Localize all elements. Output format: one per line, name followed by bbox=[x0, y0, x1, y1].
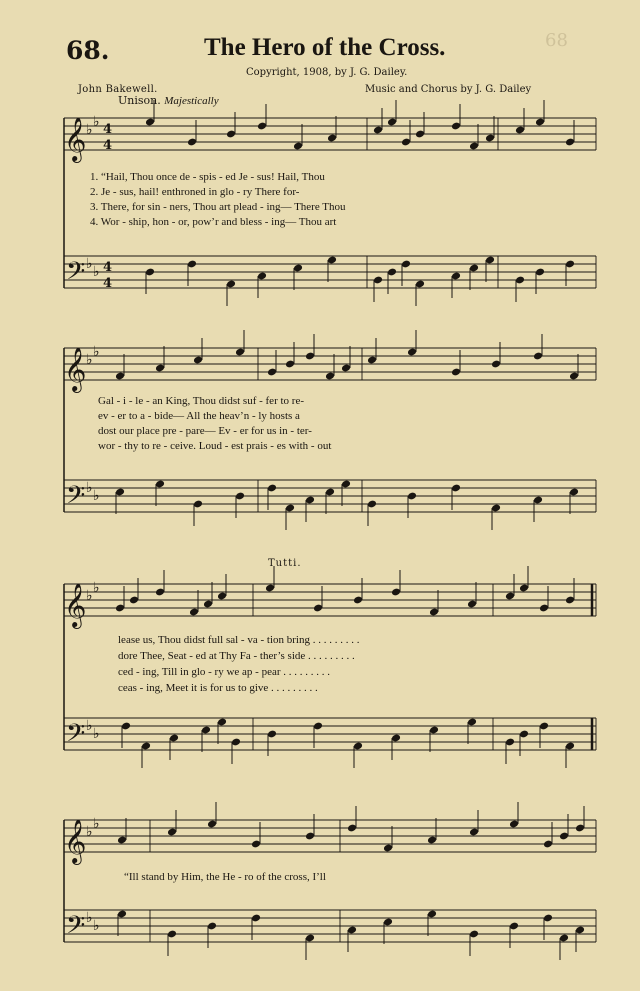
flat-sign: ♭ bbox=[86, 910, 93, 926]
lyric-line: ev - er to a - bide— All the heav’n - ly hosts a bbox=[98, 410, 300, 422]
treble-staff bbox=[64, 118, 596, 150]
time-signature: 4 bbox=[103, 260, 113, 275]
flat-sign: ♭ bbox=[86, 256, 93, 272]
majestically-label: Majestically bbox=[164, 95, 219, 107]
flat-sign: ♭ bbox=[86, 352, 93, 368]
treble-clef: 𝄞 bbox=[64, 117, 87, 161]
author-credit: John Bakewell. bbox=[78, 84, 158, 95]
tutti-label: Tutti. bbox=[268, 558, 302, 569]
treble-clef: 𝄞 bbox=[64, 347, 87, 391]
treble-clef: 𝄞 bbox=[64, 819, 87, 863]
flat-sign: ♭ bbox=[93, 816, 100, 832]
flat-sign: ♭ bbox=[86, 480, 93, 496]
bass-staff bbox=[64, 480, 596, 512]
flat-sign: ♭ bbox=[86, 824, 93, 840]
lyric-line: ceas - ing, Meet it is for us to give . . . . . . . . . bbox=[118, 682, 318, 694]
time-signature: 4 bbox=[103, 122, 113, 137]
page-watermark: 68 bbox=[545, 30, 568, 51]
lyric-line: lease us, Thou didst full sal - va - tion bring . . . . . . . . . bbox=[118, 634, 360, 646]
unison-label: Unison. bbox=[118, 94, 161, 107]
copyright-notice: Copyright, 1908, by J. G. Dailey. bbox=[246, 67, 408, 78]
time-signature: 4 bbox=[103, 276, 113, 291]
hymn-number: 68. bbox=[66, 36, 110, 65]
flat-sign: ♭ bbox=[93, 488, 100, 504]
lyric-line: 2. Je - sus, hail! enthroned in glo - ry There for- bbox=[90, 186, 300, 198]
lyric-line: wor - thy to re - ceive. Loud - est prais - es with - out bbox=[98, 440, 332, 452]
time-signature: 4 bbox=[103, 138, 113, 153]
treble-staff bbox=[64, 584, 596, 616]
lyric-line: ced - ing, Till in glo - ry we ap - pear . . . . . . . . . bbox=[118, 666, 331, 678]
lyric-line: 1. “Hail, Thou once de - spis - ed Je - sus! Hail, Thou bbox=[90, 171, 325, 183]
composer-credit: Music and Chorus by J. G. Dailey bbox=[365, 84, 532, 95]
flat-sign: ♭ bbox=[93, 264, 100, 280]
flat-sign: ♭ bbox=[93, 726, 100, 742]
bass-clef: 𝄢 bbox=[66, 257, 86, 292]
flat-sign: ♭ bbox=[93, 114, 100, 130]
hymn-title: The Hero of the Cross. bbox=[204, 34, 446, 61]
bass-clef: 𝄢 bbox=[66, 911, 86, 946]
flat-sign: ♭ bbox=[93, 344, 100, 360]
lyric-line: 3. There, for sin - ners, Thou art plead - ing— There Thou bbox=[90, 201, 346, 213]
bass-clef: 𝄢 bbox=[66, 481, 86, 516]
flat-sign: ♭ bbox=[93, 580, 100, 596]
flat-sign: ♭ bbox=[86, 122, 93, 138]
lyric-line: Gal - i - le - an King, Thou didst suf - fer to re- bbox=[98, 395, 304, 407]
lyric-line: dore Thee, Seat - ed at Thy Fa - ther’s side . . . . . . . . . bbox=[118, 650, 355, 662]
note-heads bbox=[115, 100, 585, 960]
treble-clef: 𝄞 bbox=[64, 583, 87, 627]
lyric-line: “Ill stand by Him, the He - ro of the cross, I’ll bbox=[124, 871, 326, 883]
flat-sign: ♭ bbox=[86, 588, 93, 604]
lyric-line: 4. Wor - ship, hon - or, pow’r and bless - ing— Thou art bbox=[90, 216, 337, 228]
bass-clef: 𝄢 bbox=[66, 719, 86, 754]
lyric-line: dost our place pre - pare— Ev - er for us in - ter- bbox=[98, 425, 312, 437]
flat-sign: ♭ bbox=[86, 718, 93, 734]
flat-sign: ♭ bbox=[93, 918, 100, 934]
